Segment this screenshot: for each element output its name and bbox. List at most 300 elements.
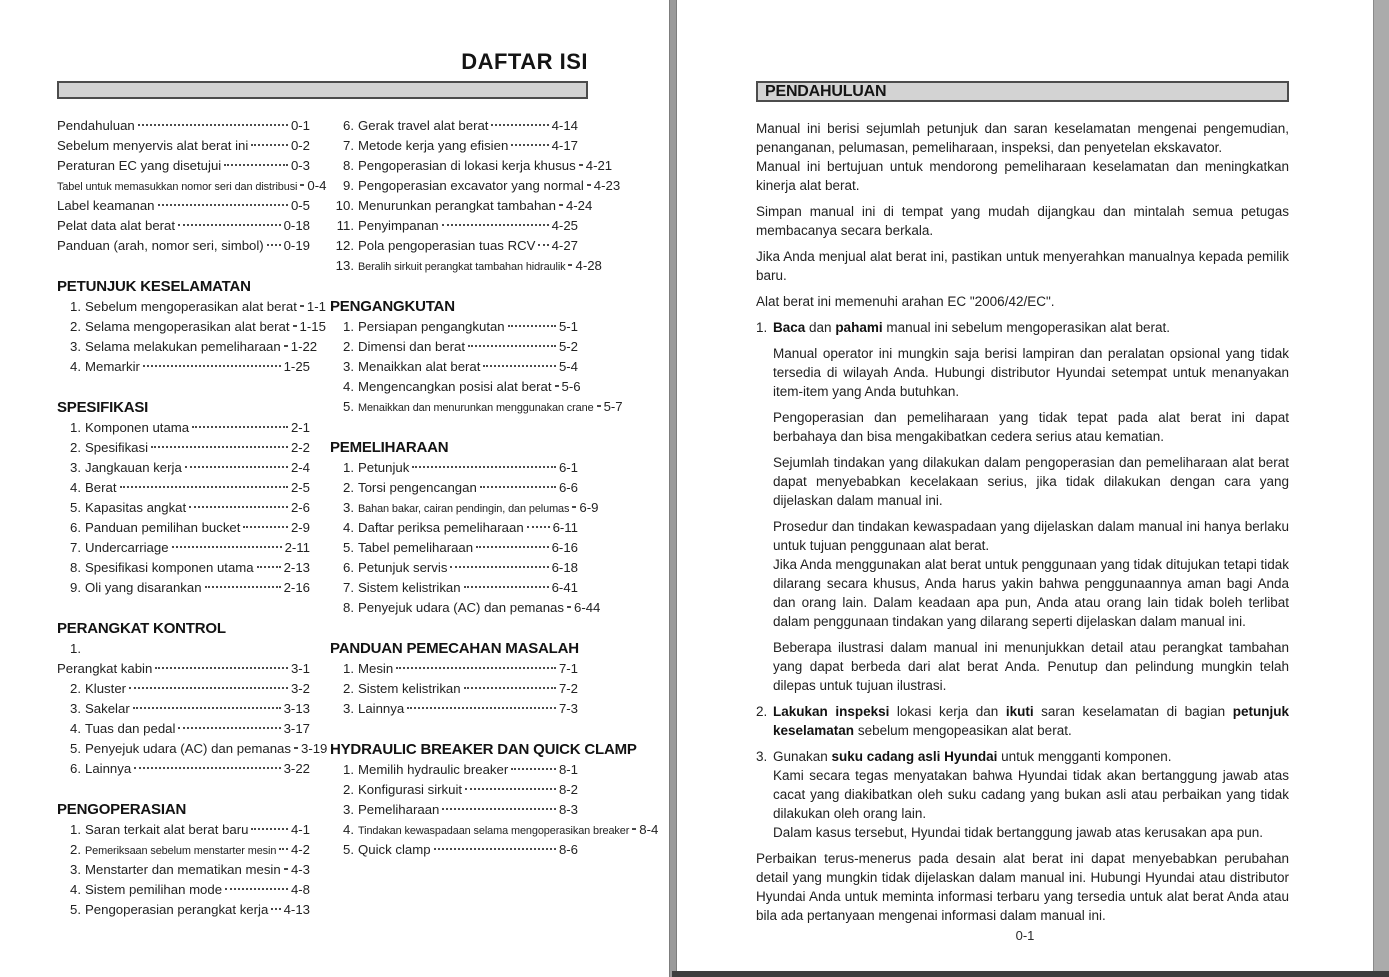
toc-entry bbox=[330, 379, 581, 399]
intro-paragraph: Simpan manual ini di tempat yang mudah dijangkau dan mintalah semua petugas membacanya secara berkala. bbox=[756, 204, 1289, 238]
page-gutter bbox=[669, 0, 677, 977]
toc-entry-label: Label keamanan bbox=[57, 198, 155, 213]
toc-leader-dots bbox=[257, 566, 281, 568]
scan-edge-right bbox=[1373, 0, 1389, 977]
toc-entry-label: Lainnya bbox=[358, 701, 405, 716]
toc-entry bbox=[57, 299, 326, 319]
toc-entry-number: 6. bbox=[70, 761, 81, 776]
toc-entry-page: 4-1 bbox=[290, 822, 310, 837]
toc-section-header: HYDRAULIC BREAKER DAN QUICK CLAMP bbox=[330, 741, 637, 758]
toc-entry-label: Menstarter dan mematikan mesin bbox=[85, 862, 281, 877]
scan-edge-bottom bbox=[672, 971, 1389, 977]
toc-entry-number: 9. bbox=[70, 580, 81, 595]
toc-section bbox=[330, 298, 623, 419]
toc-entry-page: 0-19 bbox=[283, 238, 310, 253]
intro-paragraph: Sejumlah tindakan yang dilakukan dalam pengoperasian dan pemeliharaan alat berat dapat menyebabkan kecelakaan serius, jika tidak dilakukan dengan cara yang dijelaskan dalam manual ini. bbox=[773, 455, 1289, 508]
toc-leader-dots bbox=[225, 888, 288, 890]
toc-leader-dots bbox=[465, 788, 556, 790]
toc-entry-number: 3. bbox=[343, 802, 354, 817]
toc-entry-page: 7-3 bbox=[558, 701, 578, 716]
toc-entry-number: 6. bbox=[70, 520, 81, 535]
toc-entry-number: 4. bbox=[70, 882, 81, 897]
toc-entry-number: 5. bbox=[70, 500, 81, 515]
toc-entry-label: Tabel pemeliharaan bbox=[358, 540, 474, 555]
toc-leader-dots bbox=[172, 546, 282, 548]
toc-entry-number: 6. bbox=[343, 118, 354, 133]
toc-entry-label: Sebelum mengoperasikan alat berat bbox=[85, 299, 297, 314]
toc-entry-page: 2-11 bbox=[284, 540, 310, 555]
toc-entry-page: 2-2 bbox=[290, 440, 310, 455]
toc-leader-dots bbox=[251, 144, 288, 146]
toc-entry-page: 8-4 bbox=[639, 822, 659, 837]
toc-entry-number: 4. bbox=[70, 359, 81, 374]
intro-paragraph: Manual operator ini mungkin saja berisi lampiran dan peralatan opsional yang tidak tersedia di wilayah Anda. Hubungi distributor Hyundai setempat untuk menanyakan item-item yang Anda butuhkan. bbox=[773, 346, 1289, 399]
toc-entry bbox=[330, 540, 578, 560]
toc-section-header: PENGANGKUTAN bbox=[330, 298, 455, 315]
toc-entry-label: Penyejuk udara (AC) dan pemanas bbox=[85, 741, 291, 756]
toc-entry bbox=[57, 339, 318, 359]
toc-entry-label: Pemeliharaan bbox=[358, 802, 440, 817]
toc-entry-label: Quick clamp bbox=[358, 842, 431, 857]
toc-entry-label: Perangkat kabin bbox=[57, 661, 153, 676]
toc-section-header: PEMELIHARAAN bbox=[330, 439, 449, 456]
toc-leader-dots bbox=[120, 486, 288, 488]
toc-entry-number: 1. bbox=[70, 822, 81, 837]
toc-leader-dots bbox=[483, 365, 556, 367]
toc-entry-label: Daftar periksa pemeliharaan bbox=[358, 520, 524, 535]
toc-entry-label: Panduan (arah, nomor seri, simbol) bbox=[57, 238, 264, 253]
bold-text: petunjuk keselamatan bbox=[773, 704, 1289, 738]
toc-entry bbox=[330, 600, 601, 620]
toc-entry-number: 5. bbox=[343, 540, 354, 555]
toc-entry-page: 3-1 bbox=[290, 661, 310, 676]
intro-paragraph: Beberapa ilustrasi dalam manual ini menunjukkan detail atau perangkat tambahan yang dapat berbeda dari alat berat Anda. Penutup dan pelindung mungkin telah dilepas untuk tujuan ilustrasi. bbox=[773, 640, 1289, 693]
toc-entry bbox=[57, 460, 310, 480]
toc-entry-number: 6. bbox=[343, 560, 354, 575]
toc-entry bbox=[57, 560, 310, 580]
toc-entry-page: 4-24 bbox=[565, 198, 593, 213]
toc-section bbox=[57, 118, 327, 258]
toc-entry bbox=[57, 822, 310, 842]
toc-leader-dots bbox=[155, 667, 288, 669]
toc-entry-page: 5-1 bbox=[558, 319, 578, 334]
toc-entry bbox=[57, 198, 310, 218]
toc-entry bbox=[57, 902, 310, 922]
toc-entry-number: 13. bbox=[335, 258, 354, 273]
toc-leader-dots bbox=[284, 868, 288, 870]
toc-entry-page: 8-1 bbox=[558, 762, 578, 777]
toc-entry-page: 4-2 bbox=[290, 842, 310, 857]
toc-entry bbox=[57, 500, 310, 520]
toc-entry-number: 5. bbox=[343, 842, 354, 857]
intro-body bbox=[756, 119, 1289, 925]
toc-entry-number: 11. bbox=[336, 218, 354, 233]
toc-entry-number: 9. bbox=[343, 178, 354, 193]
toc-entry bbox=[57, 761, 310, 781]
toc-section-header: SPESIFIKASI bbox=[57, 399, 149, 416]
toc-entry-page: 4-13 bbox=[283, 902, 310, 917]
toc-entry-number: 3. bbox=[343, 359, 354, 374]
toc-entry-label: Tuas dan pedal bbox=[85, 721, 176, 736]
toc-entry bbox=[330, 218, 578, 238]
toc-entry-page: 1-25 bbox=[283, 359, 310, 374]
toc-entry bbox=[57, 440, 310, 460]
toc-entry bbox=[330, 480, 578, 500]
toc-entry-page: 4-14 bbox=[551, 118, 578, 133]
toc-entry-label: Oli yang disarankan bbox=[85, 580, 202, 595]
toc-entry-label: Memarkir bbox=[85, 359, 140, 374]
toc-entry bbox=[57, 238, 310, 258]
toc-entry-page: 4-21 bbox=[585, 158, 613, 173]
toc-entry bbox=[330, 580, 578, 600]
toc-leader-dots bbox=[527, 526, 550, 528]
toc-entry-page: 5-6 bbox=[561, 379, 581, 394]
toc-entry-page: 8-3 bbox=[558, 802, 578, 817]
toc-entry-number: 2. bbox=[70, 681, 81, 696]
toc-entry-label: Pengoperasian excavator yang normal bbox=[358, 178, 584, 193]
toc-entry-number: 2. bbox=[343, 782, 354, 797]
toc-entry bbox=[330, 520, 578, 540]
toc-entry-label: Mesin bbox=[358, 661, 394, 676]
toc-entry-label: Pengoperasian perangkat kerja bbox=[85, 902, 269, 917]
toc-entry-page: 2-9 bbox=[290, 520, 310, 535]
toc-entry bbox=[330, 399, 623, 419]
toc-entry-page: 7-2 bbox=[558, 681, 578, 696]
bold-text: Lakukan inspeksi bbox=[773, 704, 890, 719]
toc-entry-number: 1. bbox=[70, 299, 81, 314]
toc-entry bbox=[57, 721, 310, 741]
toc-entry-label: Komponen utama bbox=[85, 420, 190, 435]
toc-entry-number: 2. bbox=[343, 681, 354, 696]
toc-leader-dots bbox=[243, 526, 288, 528]
toc-entry bbox=[330, 842, 578, 862]
toc-entry-number: 4. bbox=[70, 721, 81, 736]
toc-entry bbox=[57, 138, 310, 158]
toc-section bbox=[57, 278, 326, 379]
toc-leader-dots bbox=[293, 325, 297, 327]
toc-entry-page: 1-1 bbox=[306, 299, 326, 314]
toc-leader-dots bbox=[587, 184, 591, 186]
list-item-number: 2. bbox=[756, 704, 768, 719]
toc-entry bbox=[330, 118, 578, 138]
toc-entry-page: 6-18 bbox=[551, 560, 578, 575]
toc-entry-number: 3. bbox=[343, 500, 354, 515]
toc-entry-label: Sistem kelistrikan bbox=[358, 580, 461, 595]
toc-entry bbox=[330, 500, 599, 520]
bold-text: Baca bbox=[773, 320, 806, 335]
toc-leader-dots bbox=[205, 586, 281, 588]
toc-entry bbox=[330, 238, 578, 258]
toc-section-header: PETUNJUK KESELAMATAN bbox=[57, 278, 251, 295]
toc-leader-dots bbox=[396, 667, 556, 669]
toc-entry-label: Mengencangkan posisi alat berat bbox=[358, 379, 552, 394]
toc-entry-page: 2-6 bbox=[290, 500, 310, 515]
intro-paragraph: Jika Anda menjual alat berat ini, pastikan untuk menyerahkan manualnya kepada pemilik baru. bbox=[756, 249, 1289, 283]
bold-text: suku cadang asli Hyundai bbox=[831, 749, 998, 764]
toc-leader-dots bbox=[271, 908, 280, 910]
toc-page-title: DAFTAR ISI bbox=[461, 49, 588, 74]
toc-entry bbox=[330, 319, 578, 339]
toc-leader-dots bbox=[464, 687, 556, 689]
toc-entry bbox=[57, 520, 310, 540]
toc-entry-label: Saran terkait alat berat baru bbox=[85, 822, 249, 837]
toc-leader-dots bbox=[134, 767, 280, 769]
toc-entry-number: 2. bbox=[343, 339, 354, 354]
toc-entry-number: 4. bbox=[343, 520, 354, 535]
toc-entry bbox=[57, 641, 310, 661]
toc-leader-dots bbox=[555, 385, 559, 387]
toc-entry-page: 3-2 bbox=[290, 681, 310, 696]
toc-entry-label: Menaikkan dan menurunkan menggunakan crane bbox=[358, 402, 594, 414]
toc-leader-dots bbox=[568, 264, 572, 266]
toc-entry-page: 3-13 bbox=[283, 701, 310, 716]
toc-entry-number: 2. bbox=[70, 440, 81, 455]
toc-entry-label: Memilih hydraulic breaker bbox=[358, 762, 509, 777]
toc-leader-dots bbox=[579, 164, 583, 166]
toc-section-header: PENGOPERASIAN bbox=[57, 801, 187, 818]
toc-entry-page: 0-1 bbox=[290, 118, 310, 133]
toc-leader-dots bbox=[185, 466, 288, 468]
toc-entry-label: Pelat data alat berat bbox=[57, 218, 176, 233]
toc-entry-label: Kluster bbox=[85, 681, 127, 696]
intro-paragraph: Manual ini bertujuan untuk mendorong pemeliharaan keselamatan dan meningkatkan kinerja alat berat. bbox=[756, 159, 1289, 193]
toc-entry-number: 8. bbox=[343, 158, 354, 173]
toc-entry bbox=[330, 460, 578, 480]
toc-leader-dots bbox=[267, 244, 281, 246]
toc-entry bbox=[330, 661, 578, 681]
intro-paragraph: Manual ini berisi sejumlah petunjuk dan saran keselamatan mengenai pengemudian, penanganan, pelumasan, pemeliharaan, inspeksi, dan penyetelan ekskavator. bbox=[756, 121, 1289, 155]
toc-entry-number: 3. bbox=[70, 701, 81, 716]
toc-entry-label: Pengoperasian di lokasi kerja khusus bbox=[358, 158, 576, 173]
intro-paragraph: Kami secara tegas menyatakan bahwa Hyundai tidak akan bertanggung jawab atas cacat yang diakibatkan oleh suku cadang yang bukan asli atau perbaikan yang tidak dilakukan oleh orang lain. bbox=[773, 768, 1289, 821]
toc-leader-dots bbox=[300, 184, 304, 186]
toc-entry bbox=[57, 359, 310, 379]
toc-entry-page: 6-9 bbox=[579, 500, 599, 515]
toc-section bbox=[57, 801, 310, 922]
intro-paragraph: Jika Anda menggunakan alat berat untuk penggunaan yang tidak ditujukan tetapi tidak dilarang secara khusus, Anda harus yakin bahwa penggunaannya aman bagi Anda dan orang lain. Dalam keadaan apa pun, Anda atau orang lain tidak boleh terlibat dalam penggunaan tindakan yang dilarang seperti dijelaskan dalam manual ini. bbox=[773, 557, 1289, 629]
toc-entry-page: 7-1 bbox=[558, 661, 578, 676]
toc-leader-dots bbox=[151, 446, 288, 448]
toc-entry-number: 2. bbox=[70, 319, 81, 334]
toc-section bbox=[330, 439, 601, 620]
toc-leader-dots bbox=[279, 848, 288, 850]
toc-entry-label: Penyimpanan bbox=[358, 218, 439, 233]
toc-entry bbox=[57, 420, 310, 440]
toc-entry-label: Sistem kelistrikan bbox=[358, 681, 461, 696]
intro-header-bar bbox=[756, 81, 1289, 102]
toc-section bbox=[57, 620, 328, 781]
toc-entry bbox=[57, 218, 310, 238]
toc-section bbox=[330, 741, 659, 862]
toc-entry-number: 3. bbox=[70, 339, 81, 354]
intro-list-item: 2. Lakukan inspeksi lokasi kerja dan ikuti saran keselamatan di bagian petunjuk keselamatan sebelum mengopeasikan alat berat. bbox=[756, 704, 1289, 738]
toc-leader-dots bbox=[476, 546, 548, 548]
toc-entry-page: 6-41 bbox=[551, 580, 578, 595]
toc-entry-page: 0-3 bbox=[290, 158, 310, 173]
toc-entry bbox=[330, 762, 578, 782]
toc-leader-dots bbox=[572, 506, 576, 508]
toc-entry bbox=[330, 138, 578, 158]
toc-entry bbox=[330, 822, 659, 842]
toc-entry-number: 7. bbox=[70, 540, 81, 555]
toc-entry bbox=[57, 319, 326, 339]
intro-paragraph: Perbaikan terus-menerus pada desain alat berat ini dapat menyebabkan perubahan detail yang mungkin tidak dijelaskan dalam manual ini. Hubungi Hyundai atau distributor Hyundai Anda untuk meminta informasi terbaru yang tersedia untuk alat berat Anda atau bila ada pertanyaan mengenai informasi dalam manual ini. bbox=[756, 851, 1289, 923]
toc-entry-label: Sebelum menyervis alat berat ini bbox=[57, 138, 249, 153]
toc-leader-dots bbox=[597, 405, 601, 407]
toc-entry bbox=[330, 178, 621, 198]
toc-entry-label: Torsi pengencangan bbox=[358, 480, 477, 495]
toc-entry-number: 3. bbox=[70, 862, 81, 877]
toc-entry-label: Spesifikasi komponen utama bbox=[85, 560, 254, 575]
toc-entry-number: 8. bbox=[70, 560, 81, 575]
toc-entry-page: 5-7 bbox=[603, 399, 623, 414]
list-item-number: 3. bbox=[756, 749, 768, 764]
toc-entry bbox=[57, 681, 310, 701]
toc-entry bbox=[57, 158, 310, 178]
intro-paragraph: Alat berat ini memenuhi arahan EC "2006/42/EC". bbox=[756, 294, 1055, 309]
toc-entry-label: Selama mengoperasikan alat berat bbox=[85, 319, 290, 334]
toc-entry-label: Pola pengoperasian tuas RCV bbox=[358, 238, 536, 253]
toc-leader-dots bbox=[407, 707, 556, 709]
toc-entry bbox=[330, 258, 602, 278]
toc-entry-number: 3. bbox=[70, 460, 81, 475]
toc-section bbox=[57, 399, 310, 600]
bold-text: ikuti bbox=[1005, 704, 1034, 719]
toc-leader-dots bbox=[294, 747, 298, 749]
toc-leader-dots bbox=[468, 345, 556, 347]
toc-section bbox=[330, 640, 578, 721]
toc-entry-number: 2. bbox=[70, 842, 81, 857]
toc-leader-dots bbox=[300, 305, 304, 307]
toc-entry bbox=[57, 540, 310, 560]
toc-entry-page: 1-15 bbox=[299, 319, 326, 334]
toc-leader-dots bbox=[480, 486, 556, 488]
intro-list-item: 3. Gunakan suku cadang asli Hyundai untuk mengganti komponen. bbox=[756, 749, 1172, 764]
toc-leader-dots bbox=[143, 365, 281, 367]
toc-entry-label: Selama melakukan pemeliharaan bbox=[85, 339, 281, 354]
toc-entry bbox=[330, 681, 578, 701]
toc-entry-number: 2. bbox=[343, 480, 354, 495]
toc-leader-dots bbox=[442, 808, 556, 810]
toc-entry-page: 0-18 bbox=[283, 218, 310, 233]
toc-entry bbox=[57, 701, 310, 721]
toc-entry-label: Menurunkan perangkat tambahan bbox=[358, 198, 556, 213]
toc-entry-number: 12. bbox=[335, 238, 354, 253]
toc-leader-dots bbox=[464, 586, 549, 588]
toc-entry bbox=[57, 862, 310, 882]
toc-entry-page: 3-22 bbox=[283, 761, 310, 776]
toc-entry-label: Kapasitas angkat bbox=[85, 500, 187, 515]
toc-entry-label: Sistem pemilihan mode bbox=[85, 882, 223, 897]
toc-entry bbox=[57, 118, 310, 138]
toc-entry bbox=[57, 882, 310, 902]
toc-column-right bbox=[330, 118, 659, 862]
intro-paragraph: Prosedur dan tindakan kewaspadaan yang dijelaskan dalam manual ini hanya berlaku untuk tujuan penggunaan alat berat. bbox=[773, 519, 1289, 553]
toc-leader-dots bbox=[434, 848, 556, 850]
intro-paragraph: Dalam kasus tersebut, Hyundai tidak bertanggung jawab atas kerusakan apa pun. bbox=[773, 825, 1264, 840]
toc-entry-page: 6-11 bbox=[552, 520, 578, 535]
list-item-number: 1. bbox=[756, 320, 768, 335]
toc-leader-dots bbox=[178, 224, 281, 226]
toc-entry-label: Sakelar bbox=[85, 701, 130, 716]
toc-entry-page: 0-2 bbox=[290, 138, 310, 153]
toc-leader-dots bbox=[559, 204, 563, 206]
toc-leader-dots bbox=[133, 707, 281, 709]
toc-entry-page: 2-16 bbox=[283, 580, 310, 595]
intro-page-title: PENDAHULUAN bbox=[765, 82, 887, 100]
toc-entry-page: 4-25 bbox=[551, 218, 578, 233]
toc-entry-number: 4. bbox=[343, 379, 354, 394]
toc-leader-dots bbox=[158, 204, 288, 206]
toc-entry-number: 4. bbox=[343, 822, 354, 837]
toc-leader-dots bbox=[538, 244, 548, 246]
toc-entry-page: 4-17 bbox=[551, 138, 578, 153]
toc-entry bbox=[330, 198, 593, 218]
bold-text: pahami bbox=[835, 320, 883, 335]
toc-entry-page: 4-3 bbox=[290, 862, 310, 877]
toc-leader-dots bbox=[508, 325, 556, 327]
toc-entry-label: Pendahuluan bbox=[57, 118, 135, 133]
toc-entry-number: 5. bbox=[343, 399, 354, 414]
toc-entry-number: 3. bbox=[343, 701, 354, 716]
toc-entry-label: Beralih sirkuit perangkat tambahan hidraulik bbox=[358, 261, 566, 273]
toc-entry-number: 5. bbox=[70, 741, 81, 756]
toc-entry bbox=[330, 158, 613, 178]
toc-entry-page: 2-5 bbox=[290, 480, 310, 495]
toc-entry-page: 3-17 bbox=[283, 721, 310, 736]
toc-leader-dots bbox=[284, 345, 288, 347]
toc-entry-page: 3-19 bbox=[301, 741, 328, 756]
toc-leader-dots bbox=[511, 144, 548, 146]
toc-entry-label: Tabel untuk memasukkan nomor seri dan distribusi bbox=[57, 181, 298, 193]
toc-entry bbox=[57, 661, 310, 681]
toc-entry-label: Petunjuk servis bbox=[358, 560, 448, 575]
toc-entry bbox=[330, 339, 578, 359]
toc-section-header: PERANGKAT KONTROL bbox=[57, 620, 226, 637]
toc-leader-dots bbox=[138, 124, 288, 126]
toc-entry-label: Konfigurasi sirkuit bbox=[358, 782, 463, 797]
toc-entry bbox=[330, 701, 578, 721]
toc-entry-page: 8-2 bbox=[558, 782, 578, 797]
toc-entry-label: Penyejuk udara (AC) dan pemanas bbox=[358, 600, 564, 615]
toc-leader-dots bbox=[178, 727, 280, 729]
toc-leader-dots bbox=[251, 828, 287, 830]
toc-leader-dots bbox=[450, 566, 548, 568]
toc-entry-page: 2-1 bbox=[290, 420, 310, 435]
toc-entry-label: Peraturan EC yang disetujui bbox=[57, 158, 222, 173]
toc-entry-label: Metode kerja yang efisien bbox=[358, 138, 509, 153]
toc-entry-page: 5-2 bbox=[558, 339, 578, 354]
toc-entry-page: 6-6 bbox=[558, 480, 578, 495]
toc-entry bbox=[57, 178, 327, 198]
toc-entry-page: 4-23 bbox=[593, 178, 621, 193]
toc-entry-label: Lainnya bbox=[85, 761, 132, 776]
toc-column-left bbox=[57, 118, 328, 922]
toc-entry bbox=[330, 782, 578, 802]
toc-page bbox=[0, 0, 663, 977]
toc-header-bar bbox=[57, 81, 588, 99]
toc-leader-dots bbox=[511, 768, 556, 770]
toc-entry-number: 1. bbox=[70, 420, 81, 435]
toc-entry bbox=[57, 741, 328, 761]
toc-entry-label: Panduan pemilihan bucket bbox=[85, 520, 241, 535]
page-number: 0-1 bbox=[1015, 928, 1035, 943]
toc-entry bbox=[330, 560, 578, 580]
toc-entry bbox=[57, 580, 310, 600]
toc-leader-dots bbox=[224, 164, 288, 166]
toc-leader-dots bbox=[129, 687, 288, 689]
toc-entry-label: Pemeriksaan sebelum menstarter mesin bbox=[85, 845, 277, 857]
